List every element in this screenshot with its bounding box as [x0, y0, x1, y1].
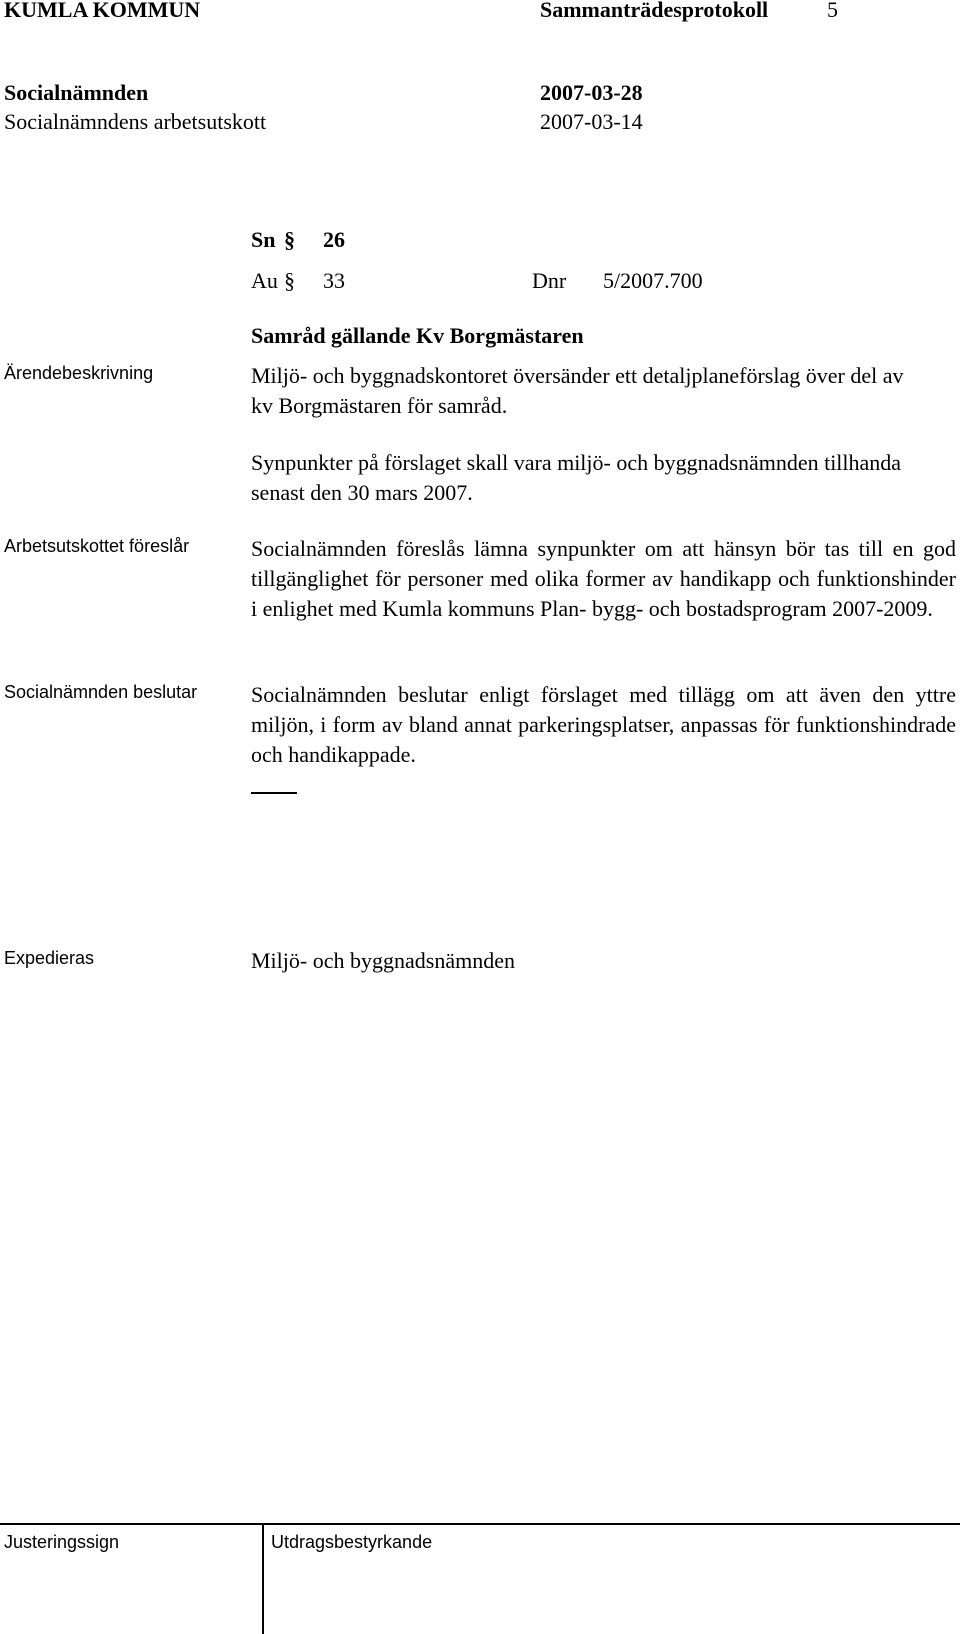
- dispatch-recipient: Miljö- och byggnadsnämnden: [251, 948, 515, 973]
- decision-text: Socialnämnden beslutar enligt förslaget med tillägg om att även den yttre miljön, i form av bland annat parkeringsplatser, anpassas för funktionshindrade och handikappade.: [251, 682, 956, 767]
- sn-number: 26: [323, 227, 345, 252]
- footer-top-line: [0, 1523, 960, 1525]
- decision-label: Socialnämnden beslutar: [4, 682, 198, 702]
- committee-name: Socialnämndens arbetsutskott: [4, 109, 267, 134]
- section-symbol: §: [284, 268, 295, 293]
- au-label: Au: [251, 268, 278, 293]
- board-name: Socialnämnden: [4, 80, 149, 105]
- au-number: 33: [323, 268, 345, 293]
- separator-line: [251, 792, 297, 794]
- dnr-value: 5/2007.700: [603, 268, 703, 293]
- description-paragraph-2: Synpunkter på förslaget skall vara miljö- och byggnadsnämnden tillhanda senast den 30 mars 2007.: [251, 450, 902, 505]
- section-symbol: §: [284, 227, 295, 252]
- committee-date: 2007-03-14: [540, 109, 643, 134]
- proposal-label: Arbetsutskottet föreslår: [4, 536, 190, 556]
- footer-divider-line: [262, 1523, 264, 1634]
- case-title: Samråd gällande Kv Borgmästaren: [251, 323, 584, 348]
- description-label: Ärendebeskrivning: [4, 363, 154, 383]
- doc-type: Sammanträdesprotokoll: [540, 0, 769, 22]
- extract-label: Utdragsbestyrkande: [271, 1532, 433, 1552]
- verification-label: Justeringssign: [4, 1532, 120, 1552]
- dispatch-label: Expedieras: [4, 948, 95, 968]
- description-paragraph-1: Miljö- och byggnadskontoret översänder ett detaljplaneförslag över del av kv Borgmästaren för samråd.: [251, 363, 904, 418]
- org-name: KUMLA KOMMUN: [4, 0, 201, 22]
- page-number: 5: [827, 0, 838, 22]
- proposal-text: Socialnämnden föreslås lämna synpunkter om att hänsyn bör tas till en god tillgänglighet för personer med olika former av handikapp och funktionshinder i enlighet med Kumla kommuns Plan- bygg- och bostadsprogram 2007-2009.: [251, 536, 956, 621]
- sn-label: Sn: [251, 227, 276, 252]
- dnr-label: Dnr: [532, 268, 567, 293]
- board-date: 2007-03-28: [540, 80, 643, 105]
